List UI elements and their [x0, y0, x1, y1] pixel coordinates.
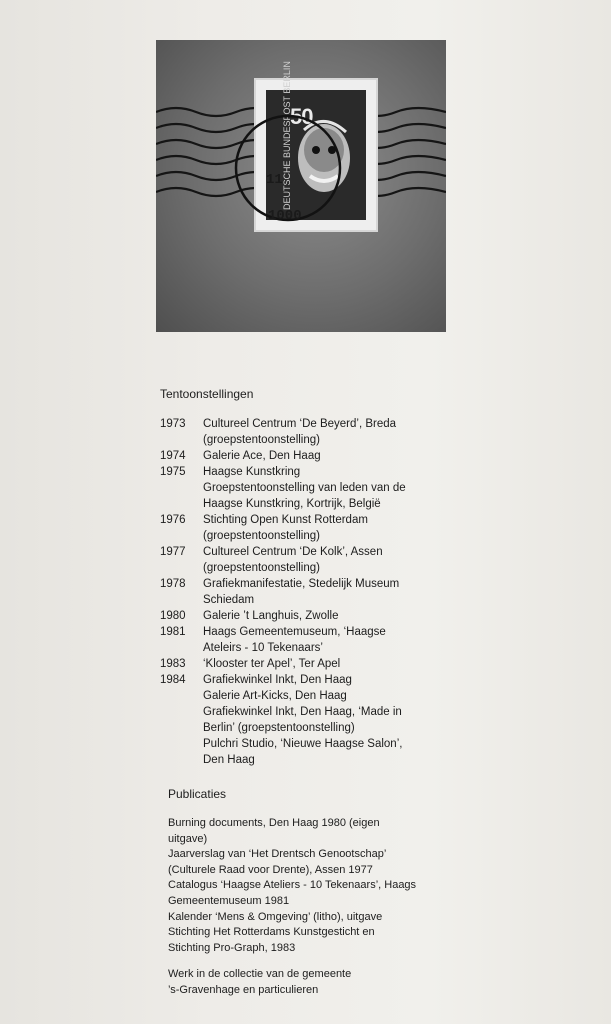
exhibition-line: ‘Klooster ter Apel’, Ter Apel — [203, 658, 341, 670]
stamp-country: DEUTSCHE BUNDESPOST BERLIN — [282, 61, 292, 210]
exhibition-line: Galerie Art-Kicks, Den Haag — [203, 690, 347, 702]
exhibition-entry — [160, 512, 433, 544]
stamp-value: 50 — [290, 104, 313, 129]
exhibition-entry — [160, 544, 433, 576]
exhibition-text — [203, 512, 433, 544]
exhibition-text — [203, 448, 433, 464]
collection-note — [168, 966, 468, 998]
exhibition-line: Haagse Kunstkring, Kortrijk, België — [203, 498, 381, 510]
exhibition-line: Grafiekwinkel Inkt, Den Haag, ‘Made in — [203, 706, 402, 718]
exhibition-text — [203, 416, 433, 448]
exhibition-year: 1978 — [160, 578, 186, 590]
exhibition-entry — [160, 576, 433, 608]
exhibition-line: Grafiekmanifestatie, Stedelijk Museum — [203, 578, 400, 590]
exhibition-line: Galerie Ace, Den Haag — [203, 450, 321, 462]
exhibition-line: Groepstentoonstelling van leden van de — [203, 482, 406, 494]
exhibition-entry — [160, 416, 433, 448]
exhibition-year: 1975 — [160, 466, 186, 478]
exhibition-year: 1981 — [160, 626, 186, 638]
exhibition-entry — [160, 672, 433, 768]
exhibition-line: Haagse Kunstkring — [203, 466, 301, 478]
exhibition-text — [203, 672, 433, 768]
exhibition-year: 1976 — [160, 514, 186, 526]
exhibition-line: Ateleirs - 10 Tekenaars’ — [203, 642, 323, 654]
publication-line: Kalender ‘Mens & Omgeving’ (litho), uitgave — [168, 910, 383, 923]
exhibition-entry — [160, 656, 433, 672]
exhibition-text — [203, 544, 433, 576]
exhibition-line: Pulchri Studio, ‘Nieuwe Haagse Salon’, — [203, 738, 403, 750]
exhibition-line: Galerie ’t Langhuis, Zwolle — [203, 610, 339, 622]
exhibition-entry — [160, 624, 433, 656]
exhibition-line: Berlin’ (groepstentoonstelling) — [203, 722, 355, 734]
exhibition-entry — [160, 608, 433, 624]
publication-line: uitgave) — [168, 832, 208, 845]
exhibition-text — [203, 656, 433, 672]
exhibition-entry — [160, 464, 433, 512]
exhibition-line: (groepstentoonstelling) — [203, 530, 320, 542]
publication-line: (Culturele Raad voor Drente), Assen 1977 — [168, 863, 373, 876]
publicaties-heading: Publicaties — [168, 787, 227, 801]
exhibition-year: 1980 — [160, 610, 186, 622]
publication-line: Catalogus ‘Haagse Ateliers - 10 Tekenaars’, Haags — [168, 879, 417, 892]
exhibition-line: (groepstentoonstelling) — [203, 562, 320, 574]
exhibition-year: 1977 — [160, 546, 186, 558]
exhibition-line: Den Haag — [203, 754, 255, 766]
exhibition-text — [203, 576, 433, 608]
collection-line: Werk in de collectie van de gemeente — [168, 968, 352, 980]
exhibition-year: 1974 — [160, 450, 186, 462]
publication-line: Stichting Pro-Graph, 1983 — [168, 941, 296, 954]
exhibition-year: 1984 — [160, 674, 186, 686]
exhibition-line: Stichting Open Kunst Rotterdam — [203, 514, 368, 526]
exhibition-line: Haags Gemeentemuseum, ‘Haagse — [203, 626, 386, 638]
publication-line: Stichting Het Rotterdams Kunstgesticht en — [168, 926, 375, 939]
exhibition-text — [203, 464, 433, 512]
publication-line: Gemeentemuseum 1981 — [168, 894, 290, 907]
exhibition-year: 1973 — [160, 418, 186, 430]
exhibition-text — [203, 624, 433, 656]
postmark-partial: 11 — [266, 172, 283, 188]
exhibition-line: Grafiekwinkel Inkt, Den Haag — [203, 674, 352, 686]
publication-line: Jaarverslag van ‘Het Drentsch Genootschap’ — [168, 848, 387, 861]
exhibition-line: Schiedam — [203, 594, 255, 606]
exhibition-line: Cultureel Centrum ‘De Beyerd’, Breda — [203, 418, 397, 430]
exhibition-line: (groepstentoonstelling) — [203, 434, 320, 446]
collection-line: ’s-Gravenhage en particulieren — [168, 984, 319, 996]
postmark-digits: 1000 — [268, 208, 302, 224]
exhibition-text — [203, 608, 433, 624]
stamp-photograph — [156, 40, 446, 332]
publication-line: Burning documents, Den Haag 1980 (eigen — [168, 817, 380, 829]
exhibition-line: Cultureel Centrum ‘De Kolk’, Assen — [203, 546, 383, 558]
postmark-circle — [156, 40, 446, 332]
exhibition-entry — [160, 448, 433, 464]
exhibition-list — [160, 416, 433, 768]
tentoonstellingen-heading: Tentoonstellingen — [160, 387, 254, 401]
exhibition-year: 1983 — [160, 658, 186, 670]
publication-list — [168, 816, 458, 956]
